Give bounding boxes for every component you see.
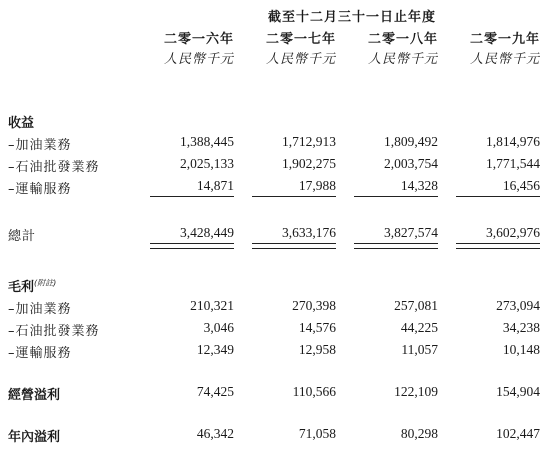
- unit-label: 人民幣千元: [163, 52, 234, 67]
- value-cell: 210,321: [190, 298, 234, 313]
- value-cell: 1,814,976: [486, 134, 540, 149]
- value-cell: 1,809,492: [384, 134, 438, 149]
- value-cell: 10,148: [502, 342, 540, 357]
- total-double-rule: [150, 243, 234, 249]
- total-value: 3,428,449: [180, 225, 234, 240]
- value-cell: 14,328: [400, 178, 438, 193]
- total-value: 3,827,574: [384, 225, 438, 240]
- period-heading: 截至十二月三十一日止年度: [267, 10, 436, 25]
- value-cell: 14,576: [298, 320, 336, 335]
- row-label: –加油業務: [8, 138, 72, 153]
- year-2018-heading: 二零一八年: [367, 32, 438, 47]
- net-profit-value: 71,058: [298, 426, 336, 441]
- total-double-rule: [252, 243, 336, 249]
- operating-profit-value: 74,425: [196, 384, 234, 399]
- unit-label: 人民幣千元: [367, 52, 438, 67]
- row-label: –石油批發業務: [8, 160, 100, 175]
- total-double-rule: [354, 243, 438, 249]
- value-cell: 11,057: [401, 342, 438, 357]
- gross-profit-section-title: [8, 276, 56, 295]
- value-cell: 12,958: [298, 342, 336, 357]
- value-cell: 14,871: [196, 178, 234, 193]
- value-cell: 2,003,754: [384, 156, 438, 171]
- year-2016-heading: 二零一六年: [163, 32, 234, 47]
- unit-label: 人民幣千元: [265, 52, 336, 67]
- total-label: 總計: [8, 229, 37, 244]
- value-cell: 17,988: [298, 178, 336, 193]
- net-profit-value: 46,342: [196, 426, 234, 441]
- subtotal-rule: [150, 196, 234, 197]
- gross-profit-title: 毛利: [8, 280, 35, 295]
- row-label: –石油批發業務: [8, 324, 100, 339]
- value-cell: 1,771,544: [486, 156, 540, 171]
- subtotal-rule: [252, 196, 336, 197]
- value-cell: 1,902,275: [282, 156, 336, 171]
- total-value: 3,602,976: [486, 225, 540, 240]
- value-cell: 1,388,445: [180, 134, 234, 149]
- operating-profit-label: 經營溢利: [8, 388, 61, 403]
- value-cell: 270,398: [292, 298, 336, 313]
- operating-profit-value: 110,566: [292, 384, 336, 399]
- gross-profit-note: (附註): [34, 278, 57, 288]
- value-cell: 2,025,133: [180, 156, 234, 171]
- year-2019-heading: 二零一九年: [469, 32, 540, 47]
- year-2017-heading: 二零一七年: [265, 32, 336, 47]
- value-cell: 12,349: [196, 342, 234, 357]
- value-cell: 34,238: [502, 320, 540, 335]
- value-cell: 273,094: [496, 298, 540, 313]
- unit-label: 人民幣千元: [469, 52, 540, 67]
- operating-profit-value: 122,109: [394, 384, 438, 399]
- value-cell: 3,046: [203, 320, 234, 335]
- total-double-rule: [456, 243, 540, 249]
- net-profit-value: 80,298: [400, 426, 438, 441]
- operating-profit-value: 154,904: [496, 384, 540, 399]
- row-label: –加油業務: [8, 302, 72, 317]
- revenue-section-title: 收益: [8, 116, 35, 131]
- net-profit-label: 年內溢利: [8, 430, 61, 445]
- value-cell: 44,225: [400, 320, 438, 335]
- subtotal-rule: [354, 196, 438, 197]
- total-value: 3,633,176: [282, 225, 336, 240]
- subtotal-rule: [456, 196, 540, 197]
- value-cell: 16,456: [502, 178, 540, 193]
- net-profit-value: 102,447: [496, 426, 540, 441]
- value-cell: 257,081: [394, 298, 438, 313]
- value-cell: 1,712,913: [282, 134, 336, 149]
- row-label: –運輸服務: [8, 346, 72, 361]
- row-label: –運輸服務: [8, 182, 72, 197]
